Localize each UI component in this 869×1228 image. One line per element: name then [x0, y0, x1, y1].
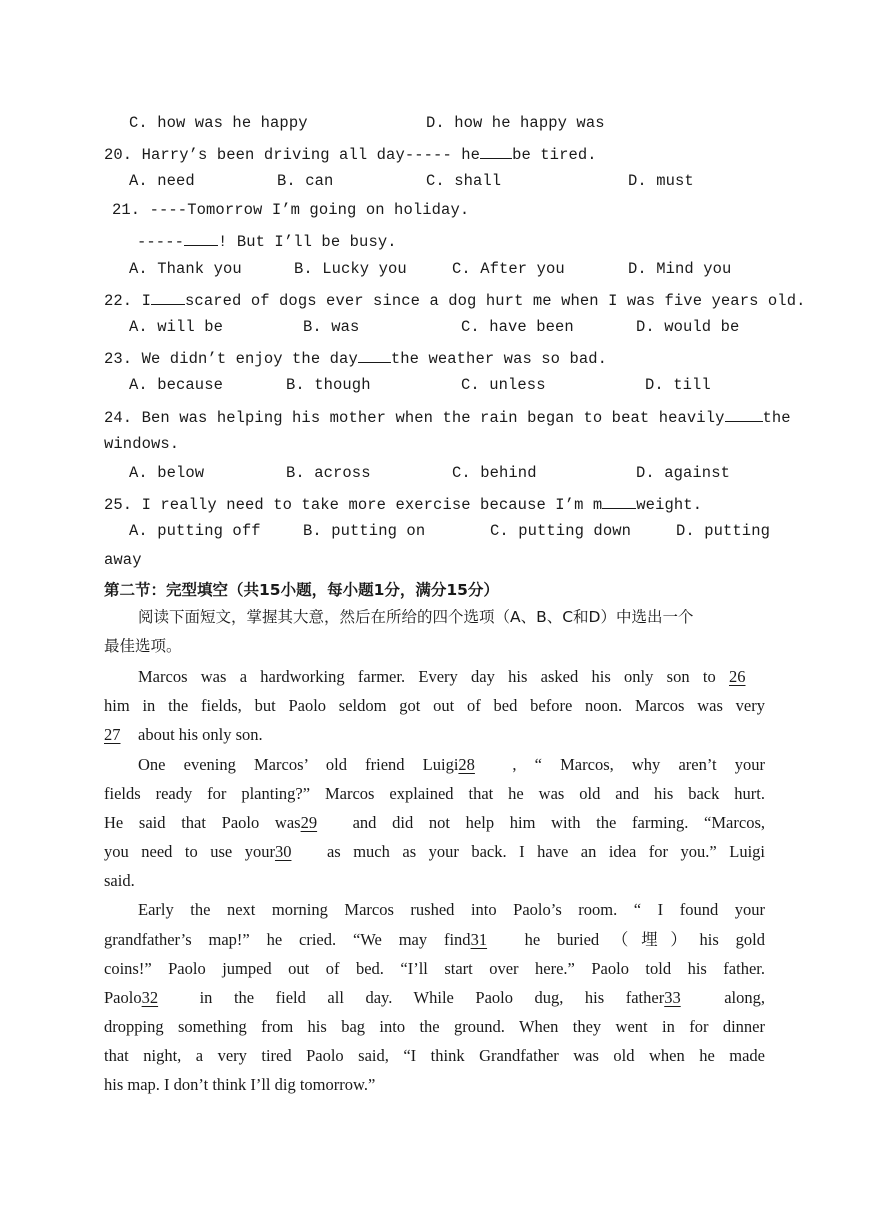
passage-text: Paolo [104, 988, 142, 1007]
q24-stem [104, 404, 791, 429]
q23-option-b: B. though [286, 376, 371, 394]
passage-line: that night, a very tired Paolo said, “I think Grandfather was old when he made [104, 1046, 765, 1065]
q20-stem [104, 141, 597, 166]
q25-blank [602, 491, 636, 509]
q21-reply [137, 228, 397, 253]
blank-31: 31 [470, 930, 488, 949]
q25-stem-b: weight. [636, 496, 703, 514]
q23-option-d: D. till [645, 376, 711, 394]
q22-option-c: C. have been [461, 318, 574, 336]
q24-stem-b: the [762, 409, 791, 427]
q20-option-a: A. need [129, 172, 195, 190]
blank-30: 30 [274, 842, 292, 861]
blank-27: 27 [104, 725, 121, 744]
q21-blank [184, 228, 218, 246]
blank-32: 32 [141, 988, 159, 1007]
q19-option-c: C. how was he happy [129, 114, 308, 132]
passage-text: One evening Marcos’ old friend Luigi [138, 755, 459, 774]
q21-option-c: C. After you [452, 260, 565, 278]
q22-stem [104, 287, 806, 312]
q22-stem-a: 22. I [104, 292, 152, 310]
q25-option-a: A. putting off [129, 522, 261, 540]
q19-option-d: D. how he happy was [426, 114, 605, 132]
passage-line [104, 987, 765, 1009]
blank-33: 33 [664, 988, 681, 1007]
q25-option-d-wrap: away [104, 551, 142, 569]
instruction-line-1: 阅读下面短文，掌握其大意，然后在所给的四个选项（A、B、C和D）中选出一个 [138, 608, 694, 626]
blank-26: 26 [729, 667, 746, 686]
q22-option-a: A. will be [129, 318, 224, 336]
q25-option-d: D. putting [676, 522, 771, 540]
q25-stem [104, 491, 702, 516]
q25-stem-a: 25. I really need to take more exercise because I’m m [104, 496, 603, 514]
q20-option-b: B. can [277, 172, 334, 190]
passage-text: he buried（埋）his gold [524, 930, 765, 949]
q24-option-a: A. below [129, 464, 205, 482]
q23-stem-a: 23. We didn’t enjoy the day [104, 350, 358, 368]
passage-text: along, [724, 988, 765, 1007]
q23-option-a: A. because [129, 376, 224, 394]
q24-option-c: C. behind [452, 464, 537, 482]
passage-text: Marcos was a hardworking farmer. Every day his asked his only son to [138, 667, 716, 686]
q23-option-c: C. unless [461, 376, 546, 394]
passage-line: his map. I don’t think I’ll dig tomorrow.” [104, 1075, 376, 1094]
passage-line: him in the fields, but Paolo seldom got out of bed before noon. Marcos was very [104, 696, 765, 715]
q24-option-b: B. across [286, 464, 371, 482]
q21-reply-a: ----- [137, 233, 185, 251]
passage-line: dropping something from his bag into the ground. When they went in for dinner [104, 1017, 765, 1036]
passage-line: coins!” Paolo jumped out of bed. “I’ll start over here.” Paolo told his father. [104, 959, 765, 978]
passage-line [104, 724, 765, 746]
q24-stem-wrap: windows. [104, 435, 180, 453]
passage-text: and did not help him with the farming. “Marcos, [352, 813, 765, 832]
passage-line: Early the next morning Marcos rushed into Paolo’s room. “ I found your [138, 900, 765, 919]
q20-blank [480, 141, 512, 159]
q21-stem: 21. ----Tomorrow I’m going on holiday. [112, 201, 470, 219]
passage-line [138, 666, 765, 688]
passage-text: , “ Marcos, why aren’t your [512, 755, 765, 774]
q22-blank [151, 287, 185, 305]
blank-28: 28 [458, 755, 475, 774]
q24-stem-a: 24. Ben was helping his mother when the rain began to beat heavily [104, 409, 725, 427]
q25-option-c: C. putting down [490, 522, 632, 540]
passage-text: you need to use your [104, 842, 275, 861]
q23-stem [104, 345, 607, 370]
passage-text: as much as your back. I have an idea for you.” Luigi [326, 842, 765, 861]
passage-text: in the field all day. While Paolo dug, his father [199, 988, 665, 1007]
q24-option-d: D. against [636, 464, 731, 482]
q23-stem-b: the weather was so bad. [390, 350, 608, 368]
q21-reply-b: ! But I’ll be busy. [218, 233, 397, 251]
passage-text: about his only son. [138, 725, 263, 744]
passage-line [138, 754, 765, 776]
q21-option-d: D. Mind you [628, 260, 732, 278]
q25-option-b: B. putting on [303, 522, 426, 540]
passage-text: He said that Paolo was [104, 813, 301, 832]
q20-stem-b: be tired. [512, 146, 597, 164]
passage-line [104, 929, 765, 951]
passage-line [104, 841, 765, 863]
q22-option-b: B. was [303, 318, 360, 336]
instruction-line-2: 最佳选项。 [104, 637, 182, 655]
passage-line: said. [104, 871, 135, 890]
passage-line [104, 812, 765, 834]
blank-29: 29 [300, 813, 318, 832]
q21-option-a: A. Thank you [129, 260, 242, 278]
passage-text: grandfather’s map!” he cried. “We may find [104, 930, 471, 949]
q22-option-d: D. would be [636, 318, 740, 336]
q20-option-d: D. must [628, 172, 694, 190]
q23-blank [358, 345, 391, 363]
q20-option-c: C. shall [426, 172, 502, 190]
q20-stem-a: 20. Harry’s been driving all day----- he [104, 146, 481, 164]
q21-option-b: B. Lucky you [294, 260, 407, 278]
q22-stem-b: scared of dogs ever since a dog hurt me when I was five years old. [185, 292, 806, 310]
section-heading: 第二节：完型填空（共15小题，每小题1分，满分15分） [104, 581, 499, 599]
q24-blank [725, 404, 763, 422]
passage-line: fields ready for planting?” Marcos explained that he was old and his back hurt. [104, 784, 765, 803]
